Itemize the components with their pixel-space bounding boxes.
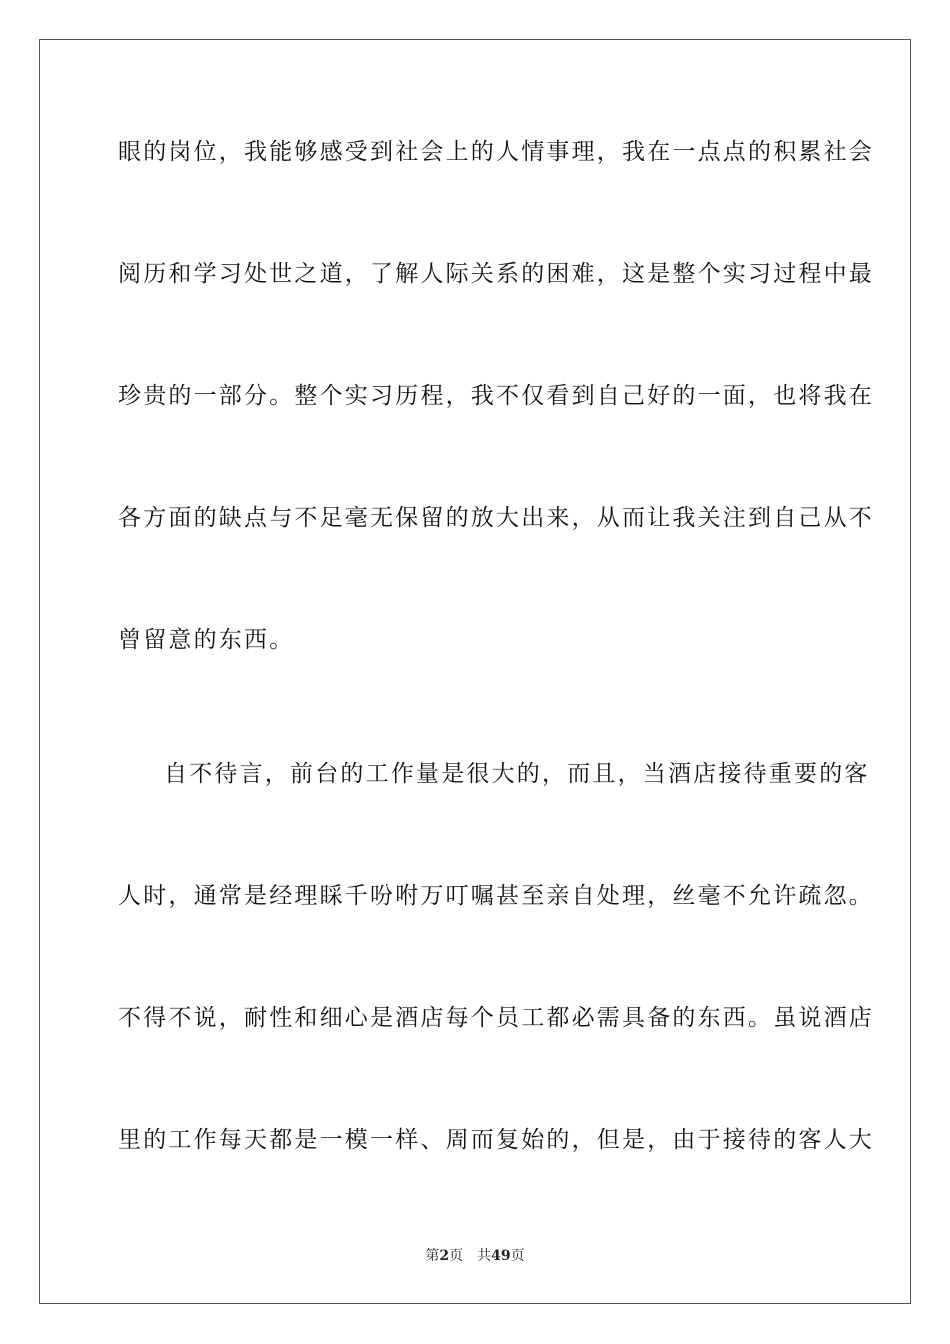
current-page-number: 2 — [439, 1248, 450, 1264]
paragraph-line-9: 里的工作每天都是一模一样、周而复始的，但是，由于接待的客人大 — [118, 1127, 874, 1153]
paragraph-line-8: 不得不说，耐性和细心是酒店每个员工都必需具备的东西。虽说酒店 — [118, 1005, 874, 1031]
paragraph-line-4: 各方面的缺点与不足毫无保留的放大出来，从而让我关注到自己从不 — [118, 505, 874, 531]
page-footer — [0, 1247, 950, 1265]
paragraph-line-5: 曾留意的东西。 — [118, 627, 295, 653]
page-suffix: 页 — [449, 1248, 464, 1264]
paragraph-line-7: 人时，通常是经理睬千吩咐万叮嘱甚至亲自处理，丝毫不允许疏忽。 — [118, 883, 874, 909]
paragraph-line-1: 眼的岗位，我能够感受到社会上的人情事理，我在一点点的积累社会 — [118, 139, 874, 165]
paragraph-line-2: 阅历和学习处世之道，了解人际关系的困难，这是整个实习过程中最 — [118, 261, 874, 287]
total-suffix: 页 — [510, 1248, 525, 1264]
total-pages-number: 49 — [491, 1248, 511, 1264]
paragraph-line-6: 自不待言，前台的工作量是很大的，而且，当酒店接待重要的客 — [164, 761, 870, 787]
page-prefix: 第 — [425, 1248, 440, 1264]
page-border — [39, 39, 911, 1304]
total-prefix: 共 — [477, 1248, 492, 1264]
paragraph-line-3: 珍贵的一部分。整个实习历程，我不仅看到自己好的一面，也将我在 — [118, 383, 874, 409]
